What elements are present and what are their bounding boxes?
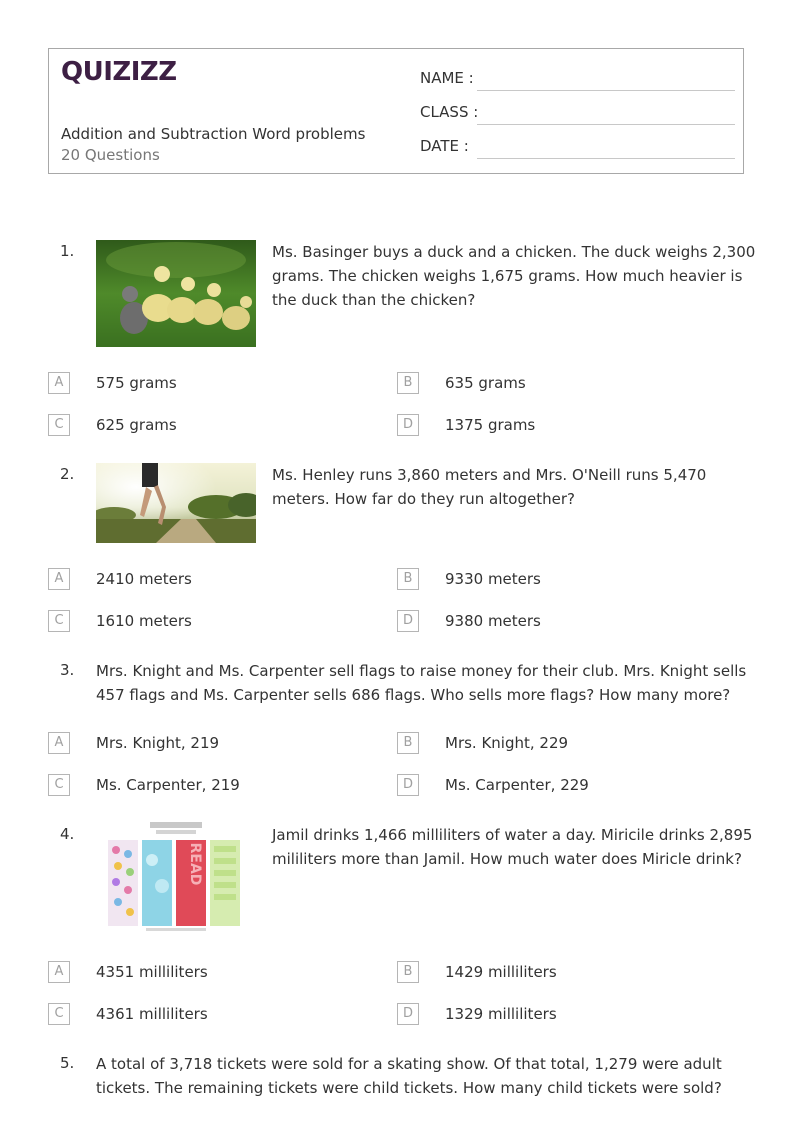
question-text: A total of 3,718 tickets were sold for a skating show. Of that total, 1,279 were adult tickets. The remaining tickets were child tickets. How many child tickets were sold?	[96, 1055, 722, 1097]
option-b-text[interactable]: Mrs. Knight, 229	[445, 734, 569, 752]
option-d-box[interactable]: D	[397, 610, 419, 632]
option-a-box[interactable]: A	[48, 732, 70, 754]
question-number: 1.	[60, 242, 75, 260]
option-a-text[interactable]: 575 grams	[96, 374, 177, 392]
date-line[interactable]	[477, 158, 735, 159]
question-text: Mrs. Knight and Ms. Carpenter sell flags to raise money for their club. Mrs. Knight sells 457 flags and Ms. Carpenter sells 686 flags. Who sells more flags? How many more?	[96, 662, 747, 704]
option-a-box[interactable]: A	[48, 568, 70, 590]
worksheet-title: Addition and Subtraction Word problems	[61, 125, 366, 143]
option-c-box[interactable]: C	[48, 774, 70, 796]
option-a-box[interactable]: A	[48, 961, 70, 983]
ducklings-image	[96, 240, 256, 347]
option-c-text[interactable]: Ms. Carpenter, 219	[96, 776, 240, 794]
option-a-text[interactable]: 2410 meters	[96, 570, 192, 588]
option-a-text[interactable]: Mrs. Knight, 219	[96, 734, 220, 752]
name-field[interactable]	[420, 67, 735, 91]
option-a-text[interactable]: 4351 milliliters	[96, 963, 208, 981]
name-label: NAME :	[420, 69, 474, 87]
option-c-box[interactable]: C	[48, 610, 70, 632]
option-d-box[interactable]: D	[397, 1003, 419, 1025]
question-number: 4.	[60, 825, 75, 843]
date-label: DATE :	[420, 137, 469, 155]
question-number: 3.	[60, 661, 75, 679]
option-d-box[interactable]: D	[397, 414, 419, 436]
option-b-box[interactable]: B	[397, 372, 419, 394]
class-label: CLASS :	[420, 103, 479, 121]
question-text: Ms. Henley runs 3,860 meters and Mrs. O'Neill runs 5,470 meters. How far do they run altogether?	[272, 466, 707, 508]
option-c-text[interactable]: 1610 meters	[96, 612, 192, 630]
question-number: 5.	[60, 1054, 75, 1072]
date-field[interactable]	[420, 135, 735, 159]
question-count: 20 Questions	[61, 146, 160, 164]
option-b-text[interactable]: 9330 meters	[445, 570, 541, 588]
option-b-text[interactable]: 635 grams	[445, 374, 526, 392]
question-text: Ms. Basinger buys a duck and a chicken. The duck weighs 2,300 grams. The chicken weighs 1,675 grams. How much heavier is the duck than the chicken?	[272, 243, 756, 309]
option-c-text[interactable]: 625 grams	[96, 416, 177, 434]
class-line[interactable]	[477, 124, 735, 125]
class-field[interactable]	[420, 101, 735, 125]
svg-text:READ: READ	[187, 842, 203, 886]
option-c-box[interactable]: C	[48, 414, 70, 436]
option-c-text[interactable]: 4361 milliliters	[96, 1005, 208, 1023]
question-number: 2.	[60, 465, 75, 483]
option-d-text[interactable]: Ms. Carpenter, 229	[445, 776, 589, 794]
question-text: Jamil drinks 1,466 milliliters of water a day. Miricile drinks 2,895 mililiters more than Jamil. How much water does Miricle drink?	[272, 826, 753, 868]
option-b-box[interactable]: B	[397, 568, 419, 590]
option-b-box[interactable]: B	[397, 732, 419, 754]
bookmarks-image	[96, 820, 256, 938]
option-b-box[interactable]: B	[397, 961, 419, 983]
option-d-box[interactable]: D	[397, 774, 419, 796]
option-b-text[interactable]: 1429 milliliters	[445, 963, 557, 981]
quizizz-logo: QUIZIZZ	[61, 57, 177, 87]
option-d-text[interactable]: 9380 meters	[445, 612, 541, 630]
option-d-text[interactable]: 1375 grams	[445, 416, 536, 434]
option-c-box[interactable]: C	[48, 1003, 70, 1025]
runner-image	[96, 463, 256, 543]
option-a-box[interactable]: A	[48, 372, 70, 394]
name-line[interactable]	[477, 90, 735, 91]
worksheet-header	[48, 48, 744, 174]
option-d-text[interactable]: 1329 milliliters	[445, 1005, 557, 1023]
